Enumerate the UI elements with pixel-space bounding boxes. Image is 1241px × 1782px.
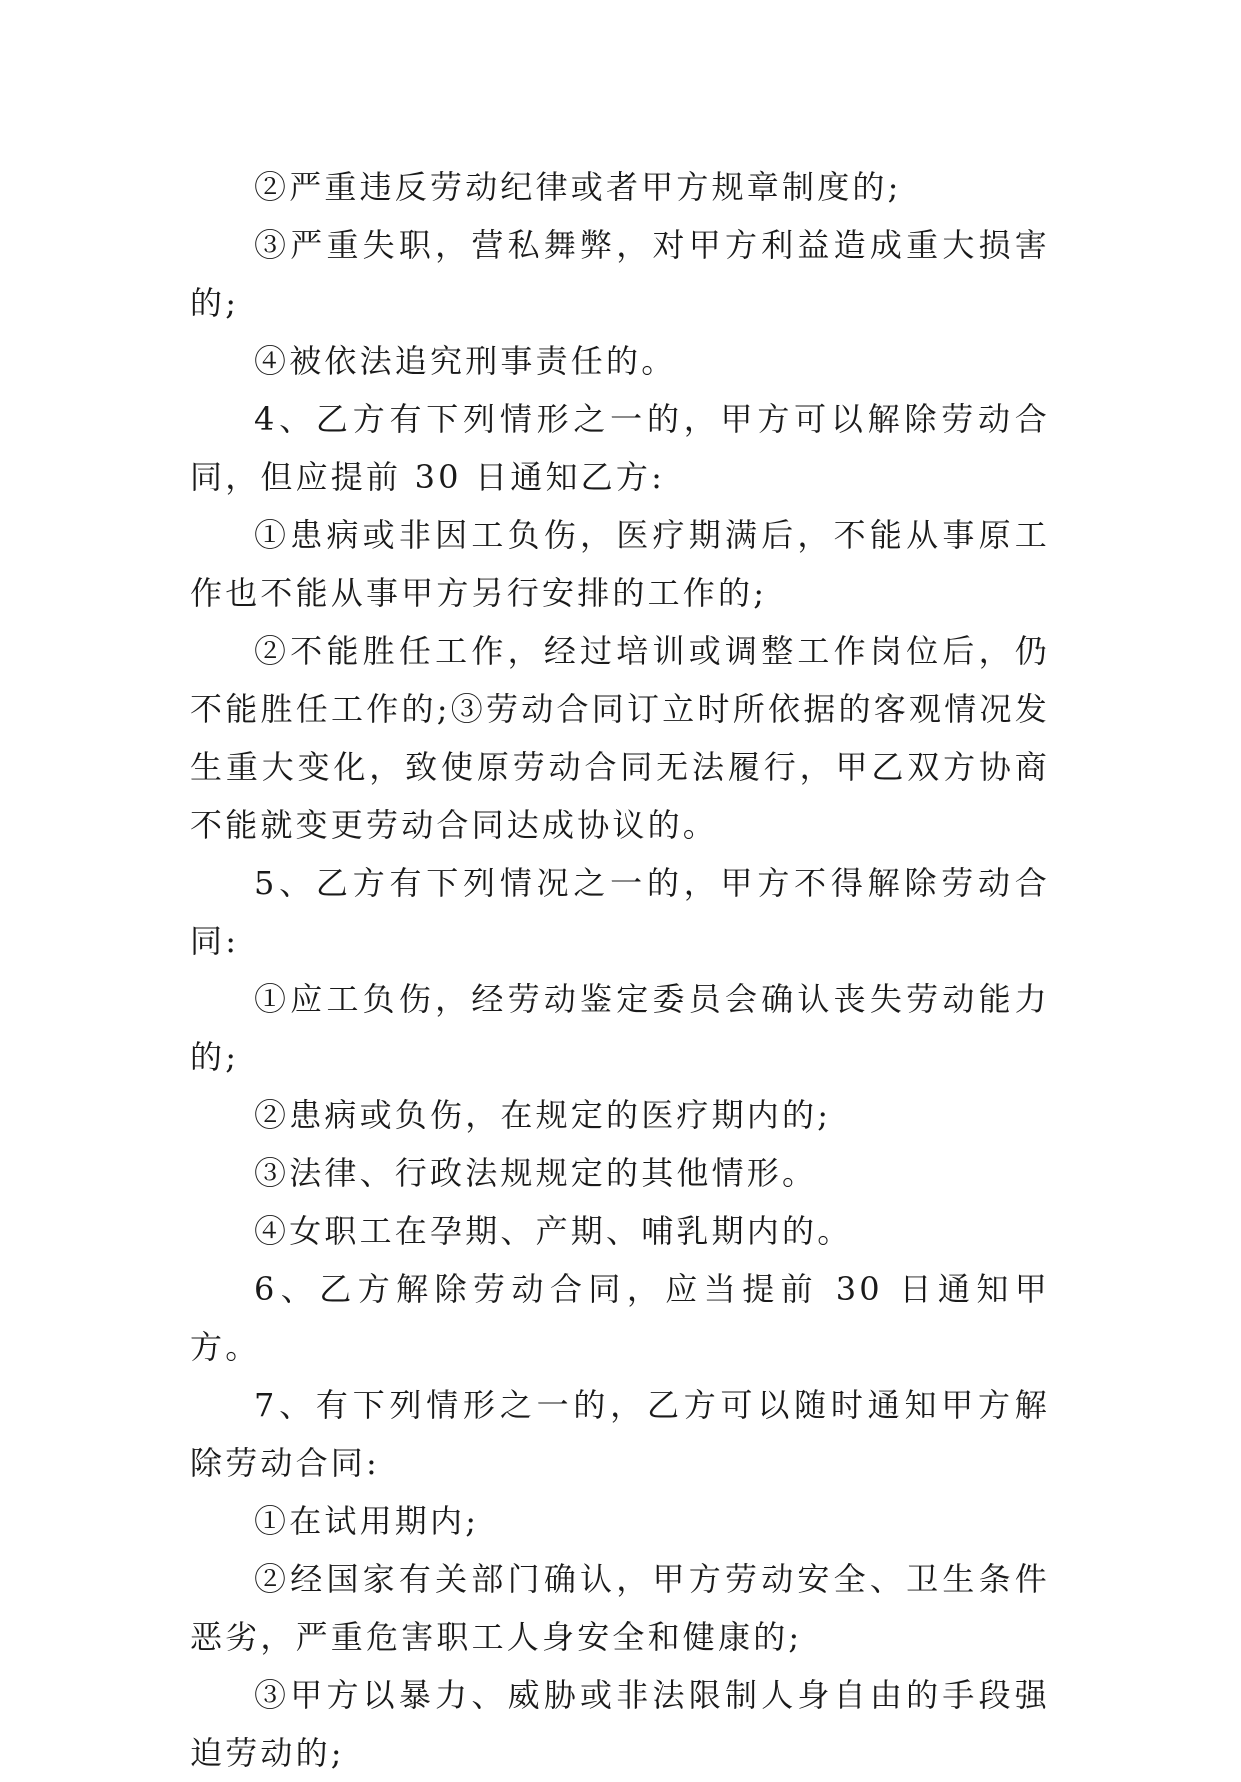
paragraph: ④被依法追究刑事责任的。 — [254, 342, 677, 380]
paragraph: 6、乙方解除劳动合同，应当提前 30 日通知甲方。 — [190, 1270, 1050, 1366]
paragraph: 4、乙方有下列情形之一的，甲方可以解除劳动合同，但应提前 30 日通知乙方: — [190, 400, 1050, 496]
paragraph: ①在试用期内; — [254, 1502, 480, 1540]
paragraph: ②经国家有关部门确认，甲方劳动安全、卫生条件恶劣，严重危害职工人身安全和健康的; — [190, 1560, 1050, 1656]
document-body — [190, 158, 1050, 1782]
paragraph: 7、有下列情形之一的，乙方可以随时通知甲方解除劳动合同: — [190, 1386, 1050, 1482]
paragraph: ④女职工在孕期、产期、哺乳期内的。 — [254, 1212, 853, 1250]
paragraph: 5、乙方有下列情况之一的，甲方不得解除劳动合同: — [190, 864, 1050, 960]
paragraph: ②患病或负伤，在规定的医疗期内的; — [254, 1096, 832, 1134]
paragraph: ②不能胜任工作，经过培训或调整工作岗位后，仍不能胜任工作的;③劳动合同订立时所依据的客观情况发生重大变化，致使原劳动合同无法履行，甲乙双方协商不能就变更劳动合同达成协议的。 — [190, 632, 1050, 844]
paragraph: ③甲方以暴力、威胁或非法限制人身自由的手段强迫劳动的; — [190, 1676, 1050, 1772]
paragraph: ①患病或非因工负伤，医疗期满后，不能从事原工作也不能从事甲方另行安排的工作的; — [190, 516, 1050, 612]
paragraph: ①应工负伤，经劳动鉴定委员会确认丧失劳动能力的; — [190, 980, 1050, 1076]
paragraph: ③严重失职，营私舞弊，对甲方利益造成重大损害的; — [190, 226, 1050, 322]
paragraph: ③法律、行政法规规定的其他情形。 — [254, 1154, 818, 1192]
paragraph: ②严重违反劳动纪律或者甲方规章制度的; — [254, 168, 902, 206]
